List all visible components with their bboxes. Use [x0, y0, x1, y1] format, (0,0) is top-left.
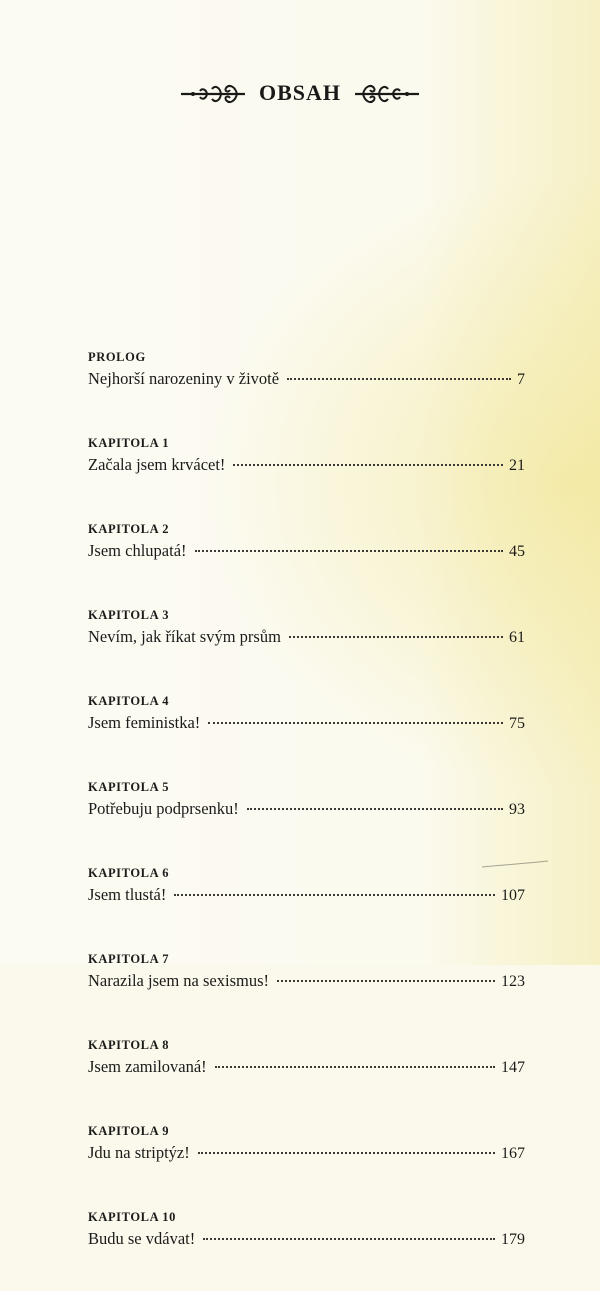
- toc-page-number: 167: [501, 1145, 525, 1162]
- toc-line: [88, 539, 525, 563]
- dot-leader: [287, 378, 511, 380]
- toc-title: Jsem zamilovaná!: [88, 1057, 207, 1076]
- toc-page-number: 75: [509, 715, 525, 732]
- toc-line: [88, 883, 525, 907]
- toc-title: Potřebuju podprsenku!: [88, 799, 239, 818]
- toc-page-number: 45: [509, 543, 525, 560]
- contents-title: OBSAH: [258, 80, 342, 105]
- dot-leader: [247, 808, 503, 810]
- toc-page-number: 61: [509, 629, 525, 646]
- toc-entry-chapter-3[interactable]: [88, 603, 525, 689]
- toc-entry-chapter-4[interactable]: [88, 689, 525, 775]
- toc-label: KAPITOLA 2: [88, 522, 170, 536]
- left-flourish-icon: [179, 78, 249, 108]
- toc-title: Nejhorší narozeniny v životě: [88, 369, 280, 388]
- toc-label: KAPITOLA 3: [88, 608, 170, 622]
- toc-title: Nevím, jak říkat svým prsům: [88, 627, 281, 646]
- toc-title: Narazila jsem na sexismus!: [88, 971, 269, 990]
- toc-entry-chapter-7[interactable]: [88, 947, 525, 1033]
- toc-line: [88, 969, 525, 993]
- toc-label: KAPITOLA 10: [88, 1210, 176, 1224]
- dot-leader: [174, 894, 495, 896]
- toc-label: KAPITOLA 7: [88, 952, 170, 966]
- toc-line: [88, 1227, 525, 1251]
- toc-title: Jdu na striptýz!: [88, 1143, 190, 1162]
- dot-leader: [208, 722, 503, 724]
- toc-title: Jsem feministka!: [88, 713, 201, 732]
- toc-page-number: 7: [517, 371, 525, 388]
- toc-line: [88, 453, 525, 477]
- toc-label: PROLOG: [88, 350, 146, 364]
- toc-page-number: 179: [501, 1231, 525, 1248]
- table-of-contents: [88, 345, 525, 1291]
- toc-line: [88, 797, 525, 821]
- toc-title: Budu se vdávat!: [88, 1229, 196, 1248]
- toc-entry-chapter-9[interactable]: [88, 1119, 525, 1205]
- dot-leader: [198, 1152, 495, 1154]
- toc-page-number: 123: [501, 973, 525, 990]
- contents-heading: [0, 78, 600, 108]
- toc-label: KAPITOLA 4: [88, 694, 170, 708]
- toc-title: Jsem chlupatá!: [88, 541, 187, 560]
- pencil-mark: [480, 855, 550, 875]
- toc-label: KAPITOLA 9: [88, 1124, 170, 1138]
- toc-title: Začala jsem krvácet!: [88, 455, 226, 474]
- dot-leader: [195, 550, 503, 552]
- toc-page-number: 93: [509, 801, 525, 818]
- right-flourish-icon: [351, 78, 421, 108]
- dot-leader: [289, 636, 503, 638]
- dot-leader: [233, 464, 503, 466]
- toc-entry-chapter-5[interactable]: [88, 775, 525, 861]
- toc-page-number: 21: [509, 457, 525, 474]
- toc-line: [88, 367, 525, 391]
- toc-label: KAPITOLA 1: [88, 436, 170, 450]
- toc-line: [88, 1141, 525, 1165]
- dot-leader: [215, 1066, 495, 1068]
- toc-line: [88, 1055, 525, 1079]
- toc-page-number: 107: [501, 887, 525, 904]
- toc-entry-chapter-6[interactable]: [88, 861, 525, 947]
- toc-entry-chapter-10[interactable]: [88, 1205, 525, 1291]
- toc-entry-prolog[interactable]: [88, 345, 525, 431]
- toc-entry-chapter-1[interactable]: [88, 431, 525, 517]
- dot-leader: [203, 1238, 495, 1240]
- toc-page-number: 147: [501, 1059, 525, 1076]
- toc-entry-chapter-8[interactable]: [88, 1033, 525, 1119]
- toc-label: KAPITOLA 5: [88, 780, 170, 794]
- dot-leader: [277, 980, 495, 982]
- toc-label: KAPITOLA 6: [88, 866, 170, 880]
- toc-line: [88, 625, 525, 649]
- toc-entry-chapter-2[interactable]: [88, 517, 525, 603]
- toc-title: Jsem tlustá!: [88, 885, 167, 904]
- toc-line: [88, 711, 525, 735]
- toc-label: KAPITOLA 8: [88, 1038, 170, 1052]
